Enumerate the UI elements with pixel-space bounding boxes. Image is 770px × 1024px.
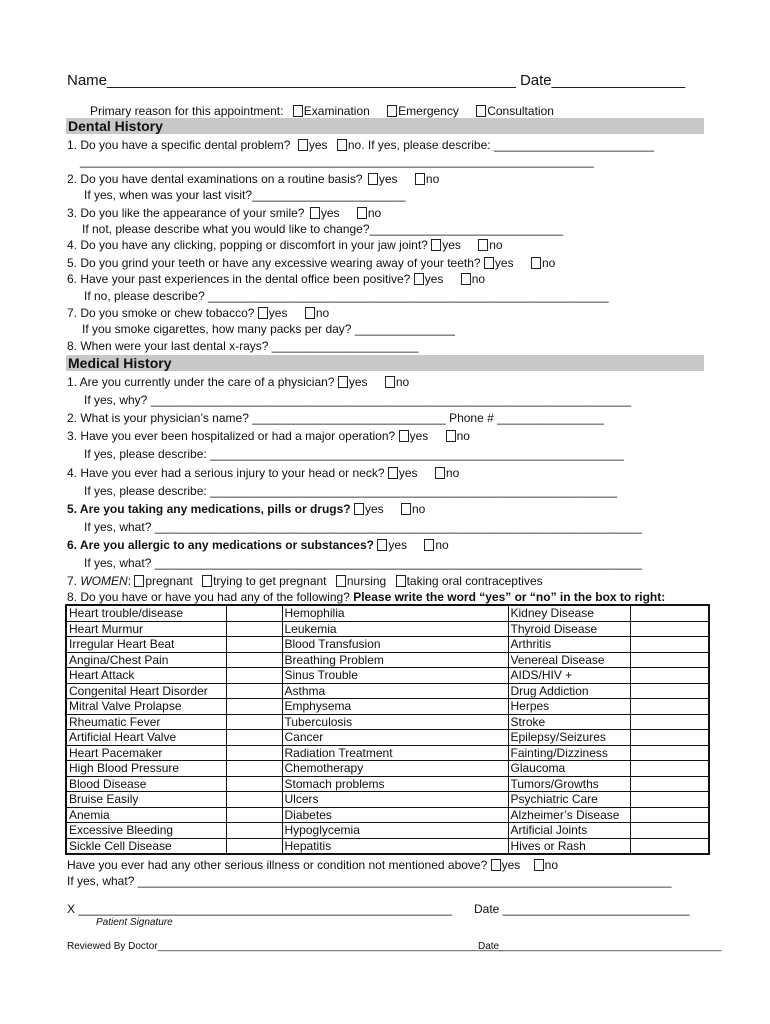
condition-answer-box[interactable] [630,761,709,777]
other-illness-yes-checkbox[interactable] [491,859,501,871]
dental-q2: 2. Do you have dental examinations on a routine basis? yes no [67,172,440,186]
condition-answer-box[interactable] [226,776,282,792]
condition-label: Psychiatric Care [508,792,630,808]
dental-q7: 7. Do you smoke or chew tobacco? yes no [67,306,330,320]
medical-q5: 5. Are you taking any medications, pills or drugs? yes no [67,502,426,516]
medical-q7: 7. WOMEN: pregnant trying to get pregnant nursing taking oral contraceptives [67,574,543,588]
table-row [66,699,709,715]
other-illness-q: Have you ever had any other serious illness or condition not mentioned above? yes no [67,858,558,872]
table-row [66,714,709,730]
name-date-line[interactable]: Name_________________________________________________ Date________________ [67,72,686,89]
condition-label: Ulcers [282,792,508,808]
condition-answer-box[interactable] [630,745,709,761]
dental-q4-yes-checkbox[interactable] [431,239,441,251]
dental-q7-no-checkbox[interactable] [305,307,315,319]
reviewed-date-field[interactable]: Date________________________________________ [478,941,722,952]
table-row [66,730,709,746]
dental-q1-no-checkbox[interactable] [337,139,347,151]
condition-label: Alzheimer’s Disease [508,807,630,823]
table-row [66,668,709,684]
table-row [66,605,709,621]
medical-q6-yes-checkbox[interactable] [377,539,387,551]
condition-answer-box[interactable] [630,807,709,823]
signature-date-field[interactable]: Date ____________________________ [474,902,690,916]
table-row [66,652,709,668]
condition-answer-box[interactable] [630,683,709,699]
table-row [66,761,709,777]
dental-q3: 3. Do you like the appearance of your smile? yes no [67,206,382,220]
conditions-table [65,604,710,855]
dental-q5-yes-checkbox[interactable] [484,257,494,269]
condition-label: Artificial Heart Valve [66,730,226,746]
consultation-checkbox[interactable] [476,105,486,117]
condition-answer-box[interactable] [630,730,709,746]
condition-answer-box[interactable] [630,699,709,715]
condition-label: Fainting/Dizziness [508,745,630,761]
medical-q2[interactable]: 2. What is your physician’s name? _____________________________ Phone # ________________ [67,411,604,425]
condition-answer-box[interactable] [630,637,709,653]
condition-answer-box[interactable] [226,683,282,699]
condition-answer-box[interactable] [630,621,709,637]
primary-reason-row [90,104,554,118]
condition-answer-box[interactable] [226,792,282,808]
condition-label: Epilepsy/Seizures [508,730,630,746]
condition-answer-box[interactable] [226,652,282,668]
condition-label: Rheumatic Fever [66,714,226,730]
condition-answer-box[interactable] [226,838,282,854]
condition-label: Tuberculosis [282,714,508,730]
condition-label: Angina/Chest Pain [66,652,226,668]
medical-q1-sub[interactable]: If yes, why? ________________________________________________________________________ [84,393,632,407]
condition-label: Herpes [508,699,630,715]
condition-answer-box[interactable] [630,792,709,808]
consultation-label: Consultation [487,104,554,118]
examination-checkbox[interactable] [293,105,303,117]
condition-answer-box[interactable] [630,605,709,621]
dental-q6-sub[interactable]: If no, please describe? ____________________________________________________________ [84,289,609,303]
medical-q3: 3. Have you ever been hospitalized or had a major operation? yes no [67,429,470,443]
dental-q4: 4. Do you have any clicking, popping or discomfort in your jaw joint? yes no [67,238,503,252]
condition-label: Thyroid Disease [508,621,630,637]
condition-answer-box[interactable] [226,621,282,637]
condition-answer-box[interactable] [630,652,709,668]
condition-answer-box[interactable] [226,605,282,621]
condition-answer-box[interactable] [226,637,282,653]
medical-q1-yes-checkbox[interactable] [338,376,348,388]
dental-q1-describe-field[interactable]: If yes, please describe: ________________________ [364,138,655,152]
condition-answer-box[interactable] [630,714,709,730]
dental-q2-yes-checkbox[interactable] [368,173,378,185]
table-row [66,745,709,761]
condition-label: Stomach problems [282,776,508,792]
emergency-label: Emergency [398,104,459,118]
condition-label: Glaucoma [508,761,630,777]
condition-answer-box[interactable] [226,745,282,761]
condition-label: Heart Attack [66,668,226,684]
medical-q6: 6. Are you allergic to any medications or substances? yes no [67,538,449,552]
dental-q3-sub[interactable]: If not, please describe what you would like to change?_____________________________ [82,222,564,236]
condition-answer-box[interactable] [630,823,709,839]
dental-q1: 1. Do you have a specific dental problem? yes no. If yes, please describe: ________________________ [67,138,655,152]
medical-q5-yes-checkbox[interactable] [354,503,364,515]
other-illness-sub[interactable]: If yes, what? ________________________________________________________________________________ [67,874,672,888]
condition-label: Sinus Trouble [282,668,508,684]
condition-label: Hypoglycemia [282,823,508,839]
table-row [66,683,709,699]
condition-label: Emphysema [282,699,508,715]
dental-q2-no-checkbox[interactable] [415,173,425,185]
medical-q3-yes-checkbox[interactable] [399,430,409,442]
condition-label: AIDS/HIV + [508,668,630,684]
table-row [66,792,709,808]
medical-q4-no-checkbox[interactable] [435,467,445,479]
medical-q4: 4. Have you ever had a serious injury to your head or neck? yes no [67,466,460,480]
condition-label: Mitral Valve Prolapse [66,699,226,715]
condition-label: Breathing Problem [282,652,508,668]
dental-q3-yes-checkbox[interactable] [310,207,320,219]
condition-label: Radiation Treatment [282,745,508,761]
condition-label: Drug Addiction [508,683,630,699]
dental-q5-no-checkbox[interactable] [531,257,541,269]
condition-label: Sickle Cell Disease [66,838,226,854]
dental-q3-no-checkbox[interactable] [357,207,367,219]
trying-pregnant-checkbox[interactable] [202,575,212,587]
condition-label: Arthritis [508,637,630,653]
nursing-checkbox[interactable] [336,575,346,587]
medical-q4-sub[interactable]: If yes, please describe: _____________________________________________________________ [84,484,618,498]
condition-label: Artificial Joints [508,823,630,839]
condition-answer-box[interactable] [226,714,282,730]
dental-q5: 5. Do you grind your teeth or have any excessive wearing away of your teeth? yes no [67,256,556,270]
condition-answer-box[interactable] [226,699,282,715]
condition-label: Hives or Rash [508,838,630,854]
dental-q4-no-checkbox[interactable] [478,239,488,251]
condition-label: Hepatitis [282,838,508,854]
reviewed-by-doctor-field[interactable]: Reviewed By Doctor______________________________________________________________ [67,941,503,952]
condition-label: Excessive Bleeding [66,823,226,839]
condition-answer-box[interactable] [226,807,282,823]
condition-answer-box[interactable] [226,761,282,777]
condition-label: Anemia [66,807,226,823]
table-row [66,637,709,653]
medical-q1-no-checkbox[interactable] [385,376,395,388]
condition-label: High Blood Pressure [66,761,226,777]
dental-q1-line[interactable]: _____________________________________________________________________________ [80,154,594,168]
patient-signature-field[interactable]: X ________________________________________________________ [67,902,453,916]
other-illness-no-checkbox[interactable] [534,859,544,871]
examination-label: Examination [303,104,370,118]
medical-q3-sub[interactable]: If yes, please describe: ______________________________________________________________ [84,447,624,461]
medical-q3-no-checkbox[interactable] [446,430,456,442]
medical-q8: 8. Do you have or have you had any of the following? Please write the word “yes” or “no” in the box to right: [67,590,666,604]
medical-history-header: Medical History [66,355,704,371]
dental-q6-yes-checkbox[interactable] [414,273,424,285]
table-row [66,776,709,792]
condition-label: Heart Murmur [66,621,226,637]
medical-q5-sub[interactable]: If yes, what? _________________________________________________________________________ [84,520,642,534]
table-row [66,838,709,854]
medical-q1: 1. Are you currently under the care of a physician? yes no [67,375,410,389]
condition-answer-box[interactable] [226,823,282,839]
contraceptives-checkbox[interactable] [396,575,406,587]
condition-answer-box[interactable] [226,668,282,684]
condition-label: Tumors/Growths [508,776,630,792]
dental-q8[interactable]: 8. When were your last dental x-rays? ______________________ [67,339,419,353]
condition-answer-box[interactable] [630,668,709,684]
medical-q5-no-checkbox[interactable] [401,503,411,515]
condition-label: Stroke [508,714,630,730]
condition-answer-box[interactable] [630,838,709,854]
medical-q6-no-checkbox[interactable] [424,539,434,551]
condition-label: Bruise Easily [66,792,226,808]
table-row [66,823,709,839]
condition-label: Leukemia [282,621,508,637]
table-row [66,621,709,637]
medical-q4-yes-checkbox[interactable] [388,467,398,479]
condition-label: Irregular Heart Beat [66,637,226,653]
condition-answer-box[interactable] [226,730,282,746]
condition-label: Cancer [282,730,508,746]
patient-signature-label: Patient Signature [96,917,173,928]
condition-label: Diabetes [282,807,508,823]
condition-label: Heart trouble/disease [66,605,226,621]
condition-label: Blood Transfusion [282,637,508,653]
dental-q2-sub[interactable]: If yes, when was your last visit?_______________________ [84,188,406,202]
condition-label: Venereal Disease [508,652,630,668]
condition-label: Blood Disease [66,776,226,792]
medical-q6-sub[interactable]: If yes, what? _________________________________________________________________________ [84,556,642,570]
dental-q1-yes-checkbox[interactable] [298,139,308,151]
condition-label: Congenital Heart Disorder [66,683,226,699]
pregnant-checkbox[interactable] [134,575,144,587]
condition-label: Heart Pacemaker [66,745,226,761]
condition-label: Asthma [282,683,508,699]
emergency-checkbox[interactable] [387,105,397,117]
condition-answer-box[interactable] [630,776,709,792]
table-row [66,807,709,823]
medical-q8-instruction: Please write the word “yes” or “no” in the box to right: [353,590,666,604]
condition-label: Chemotherapy [282,761,508,777]
dental-history-header: Dental History [66,118,704,134]
dental-q7-sub[interactable]: If you smoke cigarettes, how many packs per day? _______________ [82,322,455,336]
primary-reason-label: Primary reason for this appointment: [90,104,284,118]
dental-q6-no-checkbox[interactable] [461,273,471,285]
condition-label: Hemophilia [282,605,508,621]
dental-q7-yes-checkbox[interactable] [258,307,268,319]
condition-label: Kidney Disease [508,605,630,621]
dental-q6: 6. Have your past experiences in the dental office been positive? yes no [67,272,486,286]
